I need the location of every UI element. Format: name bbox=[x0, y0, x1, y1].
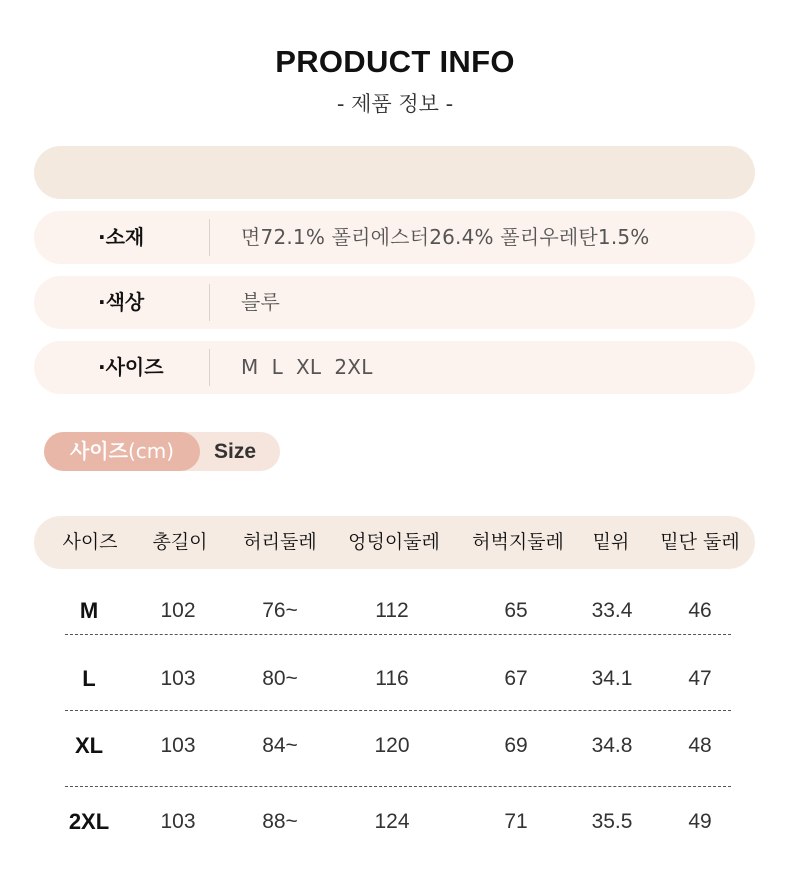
row-divider bbox=[65, 634, 731, 635]
table-cell: 49 bbox=[688, 810, 712, 833]
info-row-material bbox=[34, 211, 755, 264]
table-cell: 2XL bbox=[68, 809, 110, 834]
table-cell: 65 bbox=[504, 599, 528, 622]
table-cell: 35.5 bbox=[591, 810, 633, 833]
table-cell: 76~ bbox=[262, 599, 298, 622]
page-subtitle: - 제품 정보 - bbox=[336, 92, 454, 116]
table-cell: 47 bbox=[688, 667, 712, 690]
info-label: ·소재 bbox=[98, 225, 145, 249]
col-header: 밑위 bbox=[592, 531, 630, 553]
info-header-bar bbox=[34, 146, 755, 199]
table-row bbox=[0, 726, 790, 766]
table-cell: L bbox=[82, 666, 96, 691]
table-cell: 84~ bbox=[262, 734, 298, 757]
table-cell: 116 bbox=[375, 667, 409, 690]
info-row-size bbox=[34, 341, 755, 394]
size-cm-label: 사이즈 bbox=[69, 439, 128, 463]
col-header: 엉덩이둘레 bbox=[348, 531, 440, 553]
info-label: ·색상 bbox=[98, 290, 145, 314]
divider bbox=[209, 219, 210, 256]
table-cell: 67 bbox=[504, 667, 528, 690]
table-cell: XL bbox=[74, 733, 104, 758]
table-cell: 46 bbox=[688, 599, 712, 622]
table-cell: M bbox=[79, 598, 99, 623]
table-row bbox=[0, 802, 790, 842]
info-value: 면72.1% 폴리에스터26.4% 폴리우레탄1.5% bbox=[241, 225, 650, 249]
table-cell: 33.4 bbox=[591, 599, 633, 622]
table-cell: 124 bbox=[374, 810, 410, 833]
table-cell: 69 bbox=[504, 734, 528, 757]
info-value: M L XL 2XL bbox=[241, 355, 373, 379]
col-header: 사이즈 bbox=[62, 531, 118, 553]
table-cell: 103 bbox=[160, 810, 196, 833]
size-unit-toggle[interactable] bbox=[44, 432, 280, 471]
table-row bbox=[0, 659, 790, 699]
row-divider bbox=[65, 786, 731, 787]
size-cm-tab[interactable] bbox=[44, 432, 200, 471]
col-header: 밑단 둘레 bbox=[660, 531, 740, 553]
col-header: 총길이 bbox=[152, 531, 208, 553]
table-cell: 103 bbox=[160, 734, 196, 757]
col-header: 허벅지둘레 bbox=[472, 531, 564, 553]
table-cell: 88~ bbox=[262, 810, 298, 833]
page-title: PRODUCT INFO bbox=[275, 44, 515, 79]
divider bbox=[209, 284, 210, 321]
table-cell: 103 bbox=[160, 667, 196, 690]
table-cell: 80~ bbox=[262, 667, 298, 690]
table-cell: 34.1 bbox=[591, 667, 633, 690]
table-row bbox=[0, 591, 790, 631]
table-cell: 34.8 bbox=[591, 734, 633, 757]
col-header: 허리둘레 bbox=[243, 531, 317, 553]
size-table-header bbox=[34, 516, 755, 569]
info-label: ·사이즈 bbox=[98, 355, 164, 379]
table-cell: 112 bbox=[375, 599, 409, 622]
info-value: 블루 bbox=[241, 290, 281, 314]
size-cm-unit: (cm) bbox=[127, 439, 175, 463]
size-tab[interactable]: Size bbox=[214, 440, 257, 463]
table-cell: 71 bbox=[504, 810, 528, 833]
divider bbox=[209, 349, 210, 386]
row-divider bbox=[65, 710, 731, 711]
info-row-color bbox=[34, 276, 755, 329]
table-cell: 48 bbox=[688, 734, 712, 757]
table-cell: 102 bbox=[160, 599, 196, 622]
table-cell: 120 bbox=[374, 734, 410, 757]
